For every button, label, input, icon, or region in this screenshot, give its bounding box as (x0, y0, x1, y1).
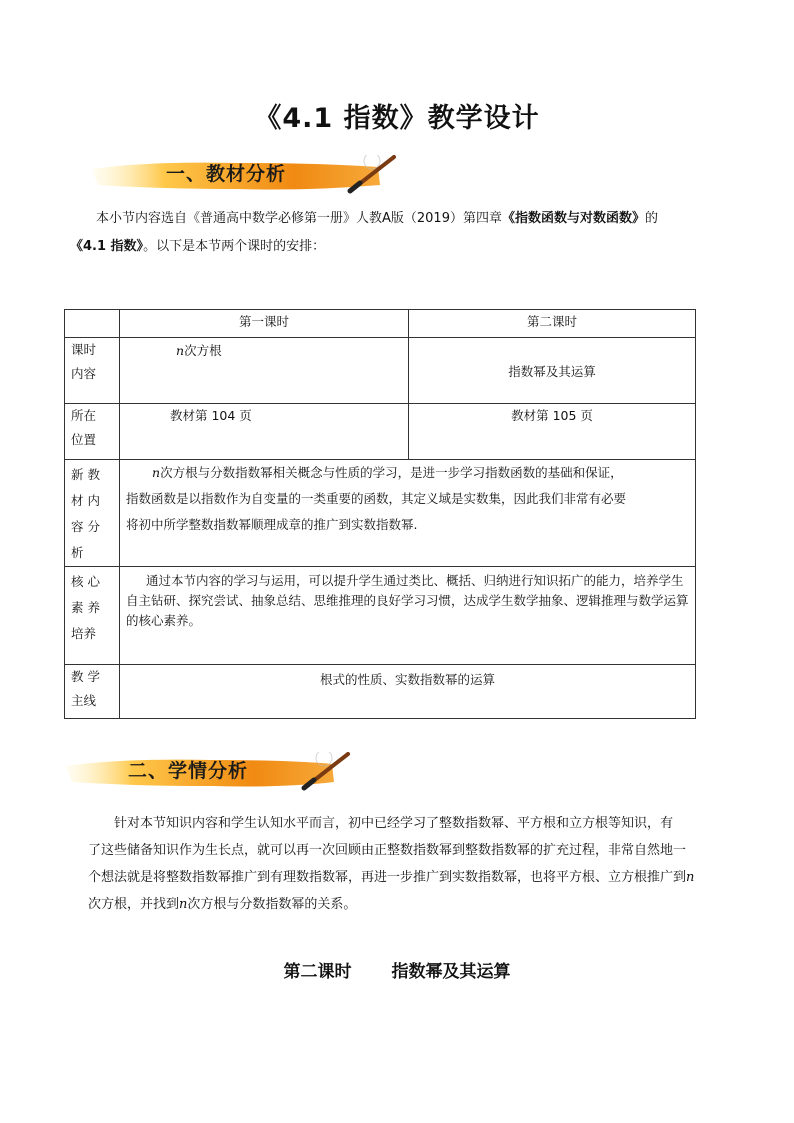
row-label (65, 567, 120, 665)
table-row (65, 338, 696, 404)
cell-text: 根式的性质、实数指数幂的运算 (319, 672, 495, 687)
table-cell (120, 338, 409, 404)
intro-chapter: 《指数函数与对数函数》 (501, 211, 645, 226)
analysis-text: 次方根，并找到 (88, 897, 180, 912)
cell-text-line (126, 460, 689, 486)
section-label: 二、学情分析 (128, 760, 249, 782)
table-row (65, 460, 696, 567)
row-label (65, 404, 120, 460)
row-label-line: 内容 (71, 366, 97, 381)
cell-text: 是进一步学习指数函数的基础和保证， (410, 465, 623, 480)
math-variable: n (686, 870, 695, 885)
section-banner-2 (62, 752, 372, 792)
row-label (65, 338, 120, 404)
row-label-line: 核 心 (71, 574, 100, 589)
section-label: 一、教材分析 (166, 163, 287, 185)
analysis-text: 次方根与分数指数幂的关系。 (187, 897, 357, 912)
table-cell (120, 567, 696, 665)
math-variable: n (179, 897, 188, 912)
cell-text-line: 将初中所学整数指数幂顺理成章的推广到实数指数幂. (126, 517, 418, 532)
subtitle-right: 指数幂及其运算 (391, 962, 511, 982)
lesson-table (64, 309, 696, 719)
table-cell (120, 665, 696, 719)
table-row (65, 404, 696, 460)
table-row (65, 310, 696, 338)
row-label (65, 665, 120, 719)
intro-text: 。以下是本节两个课时的安排： (143, 239, 326, 254)
table-row (65, 665, 696, 719)
row-label-line: 位置 (71, 432, 97, 447)
cell-text: 指数幂及其运算 (508, 363, 596, 379)
section-banner-1 (88, 155, 398, 195)
intro-text: 的 (645, 211, 659, 226)
cell-text: 次方根与分数指数幂相关概念与性质的学习， (160, 465, 411, 480)
table-row (65, 567, 696, 665)
analysis-text: 了这些储备知识作为生长点，就可以再一次回顾由正整数指数幂到整数指数幂的扩充过程，非常自然地一 (88, 843, 687, 858)
math-variable: n (152, 465, 161, 480)
document-title: 《4.1 指数》教学设计 (254, 103, 540, 134)
math-variable: n (176, 343, 185, 358)
cell-text: 教材第 104 页 (170, 408, 252, 423)
subtitle-left: 第二课时 (283, 962, 352, 982)
cell-text-line: 指数函数是以指数作为自变量的一类重要的函数，其定义域是实数集，因此我们非常有必要 (126, 491, 627, 506)
analysis-text: 针对本节知识内容和学生认知水平而言，初中已经学习了整数指数幂、平方根和立方根等知识，有 (114, 816, 674, 831)
table-cell (409, 338, 696, 404)
cell-text: 通过本节内容的学习与运用，可以提升学生通过类比、概括、归纳进行知识拓广的能力，培养学生自主钻研、探究尝试、抽象总结、思维推理的良好学习习惯，达成学生数学抽象、逻辑推理与数学运算的核心素养。 (126, 573, 689, 628)
table-header-1: 第一课时 (120, 310, 409, 338)
analysis-paragraph (88, 810, 728, 918)
table-header-2: 第二课时 (409, 310, 696, 338)
row-label-line: 材 内 (71, 493, 100, 508)
row-label-line: 培养 (71, 626, 97, 641)
lesson-subtitle (0, 957, 794, 982)
cell-text: 教材第 105 页 (511, 408, 593, 423)
cell-text: 次方根 (184, 343, 222, 358)
row-label-line: 析 (71, 545, 84, 560)
intro-text: 本小节内容选自《普通高中数学必修第一册》人教A版（2019）第四章 (96, 211, 502, 226)
analysis-text: 个想法就是将整数指数幂推广到有理数指数幂，再进一步推广到实数指数幂，也将平方根、立方根推广到 (88, 870, 687, 885)
row-label-line: 素 养 (71, 600, 100, 615)
row-label-line: 主线 (71, 693, 97, 708)
table-cell (120, 460, 696, 567)
intro-section: 《4.1 指数》 (70, 239, 144, 254)
row-label (65, 460, 120, 567)
row-label-line: 课时 (71, 342, 97, 357)
row-label-line: 新 教 (71, 467, 100, 482)
table-cell (65, 310, 120, 338)
row-label-line: 容 分 (71, 519, 100, 534)
table-cell (120, 404, 409, 460)
row-label-line: 教 学 (71, 669, 100, 684)
intro-paragraph (70, 205, 720, 261)
table-cell (409, 404, 696, 460)
row-label-line: 所在 (71, 408, 97, 423)
